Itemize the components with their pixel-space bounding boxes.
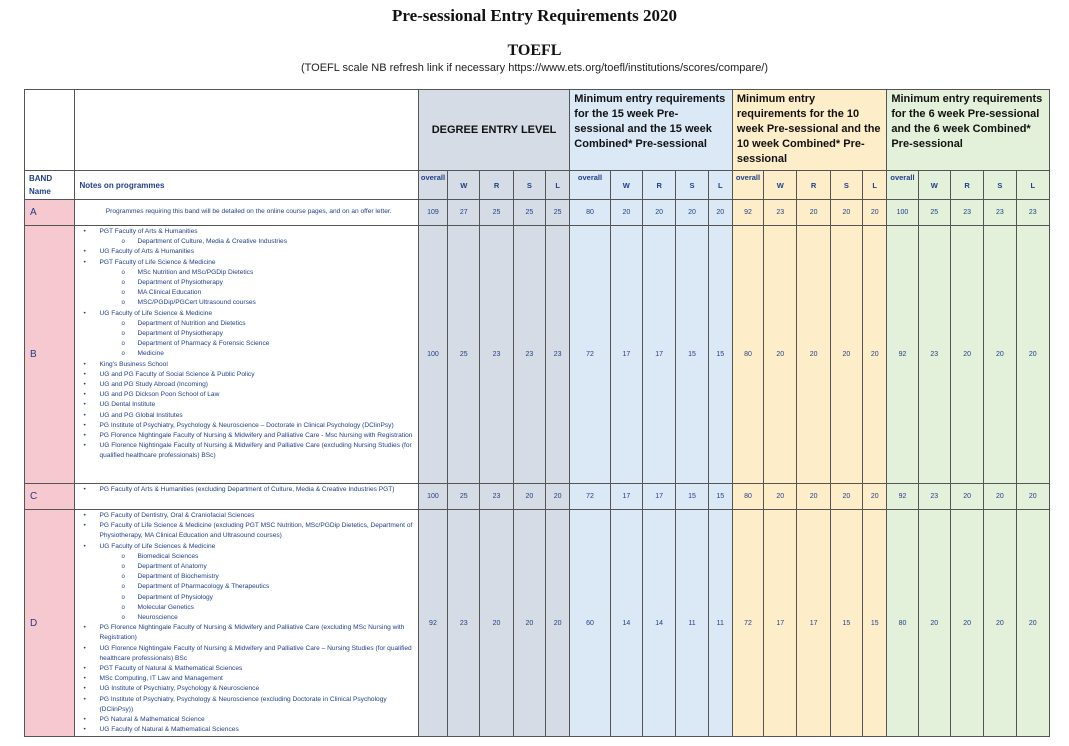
score-s: 20	[830, 226, 862, 484]
score-w: 25	[918, 200, 950, 226]
score-overall: 100	[887, 200, 918, 226]
requirements-table	[24, 89, 1050, 737]
score-s: 20	[984, 226, 1016, 484]
score-overall: 80	[887, 510, 918, 737]
score-w: 23	[764, 200, 797, 226]
programme-item: • PG Natural & Mathematical Science	[81, 715, 415, 725]
score-s: 20	[830, 200, 862, 226]
column-header-l: L	[546, 171, 570, 200]
band-row-c	[25, 484, 1050, 510]
programme-item: o Department of Pharmacy & Forensic Science	[81, 339, 415, 349]
score-overall: 92	[887, 226, 918, 484]
score-l: 20	[1016, 510, 1049, 737]
column-header-r: R	[480, 171, 513, 200]
column-header-r: R	[643, 171, 676, 200]
score-s: 23	[513, 226, 545, 484]
programme-item: • UG Florence Nightingale Faculty of Nursing & Midwifery and Palliative Care (excluding Nursing Studies (for qualified healthcare professionals) BSc)	[81, 441, 415, 461]
score-r: 25	[480, 200, 513, 226]
score-overall: 80	[570, 200, 610, 226]
score-r: 14	[643, 510, 676, 737]
programme-item: • PGT Faculty of Life Science & Medicine	[81, 258, 415, 268]
score-w: 23	[918, 484, 950, 510]
score-s: 20	[676, 200, 708, 226]
scale-note: (TOEFL scale NB refresh link if necessary https://www.ets.org/toefl/institutions/scores/compare/)	[300, 62, 769, 74]
programme-item: • PG Institute of Psychiatry, Psychology & Neuroscience (excluding Doctorate in Clinical Psychology (DClinPsy))	[81, 695, 415, 715]
column-header-row	[25, 171, 1050, 200]
programme-item: o Molecular Genetics	[81, 603, 415, 613]
score-w: 20	[610, 200, 642, 226]
column-header-l: L	[863, 171, 887, 200]
score-r: 20	[480, 510, 513, 737]
programme-item: o MSC/PGDip/PGCert Ultrasound courses	[81, 298, 415, 308]
score-l: 20	[863, 226, 887, 484]
score-r: 20	[950, 510, 983, 737]
score-overall: 109	[418, 200, 447, 226]
score-r: 20	[950, 484, 983, 510]
score-overall: 72	[732, 510, 763, 737]
programme-item: o MSc Nutrition and MSc/PGDip Dietetics	[81, 268, 415, 278]
score-r: 23	[480, 484, 513, 510]
column-header-overall: overall	[570, 171, 610, 200]
score-l: 20	[1016, 226, 1049, 484]
group-10-week: Minimum entry requirements for the 10 week Pre-sessional and the 10 week Combined* Pre-sessional	[732, 90, 886, 171]
score-w: 20	[764, 226, 797, 484]
programme-item: o Medicine	[81, 349, 415, 359]
programme-notes: Programmes requiring this band will be detailed on the online course pages, and on an offer letter.	[75, 200, 418, 226]
score-r: 17	[643, 484, 676, 510]
score-overall: 92	[732, 200, 763, 226]
score-overall: 100	[418, 226, 447, 484]
column-header-l: L	[1016, 171, 1049, 200]
programme-item: • PG Faculty of Dentistry, Oral & Craniofacial Sciences	[81, 511, 415, 521]
score-s: 20	[984, 484, 1016, 510]
notes-header: Notes on programmes	[75, 171, 418, 200]
group-header-row	[25, 90, 1050, 171]
programme-item: o MA Clinical Education	[81, 288, 415, 298]
programme-item: • PG Institute of Psychiatry, Psychology & Neuroscience – Doctorate in Clinical Psychology (DClinPsy)	[81, 421, 415, 431]
score-s: 20	[513, 484, 545, 510]
score-r: 23	[480, 226, 513, 484]
score-overall: 72	[570, 226, 610, 484]
score-s: 20	[984, 510, 1016, 737]
column-header-w: W	[918, 171, 950, 200]
column-header-r: R	[797, 171, 830, 200]
score-w: 27	[448, 200, 480, 226]
column-header-w: W	[448, 171, 480, 200]
score-s: 11	[676, 510, 708, 737]
band-label: D	[25, 510, 75, 737]
group-15-week: Minimum entry requirements for the 15 week Pre-sessional and the 15 week Combined* Pre-sessional	[570, 90, 733, 171]
score-s: 20	[513, 510, 545, 737]
score-w: 17	[764, 510, 797, 737]
score-overall: 72	[570, 484, 610, 510]
score-l: 25	[546, 200, 570, 226]
programme-item: o Department of Anatomy	[81, 562, 415, 572]
score-r: 20	[797, 226, 830, 484]
column-header-s: S	[676, 171, 708, 200]
programme-item: o Neuroscience	[81, 613, 415, 623]
programme-item: o Biomedical Sciences	[81, 552, 415, 562]
programme-item: • PGT Faculty of Arts & Humanities	[81, 227, 415, 237]
score-l: 15	[708, 226, 732, 484]
score-w: 14	[610, 510, 642, 737]
programme-notes	[75, 226, 418, 484]
programme-item: • UG and PG Global Institutes	[81, 411, 415, 421]
header-blank-notes	[75, 90, 418, 171]
score-r: 20	[797, 484, 830, 510]
test-subtitle: TOEFL	[507, 42, 562, 59]
band-label: C	[25, 484, 75, 510]
score-l: 20	[863, 484, 887, 510]
programme-item: • PG Faculty of Life Science & Medicine (excluding PGT MSC Nutrition, MSc/PGDip Dietetics, Department of Physiotherapy, MA Clinical Education and Ultrasound courses)	[81, 521, 415, 541]
band-row-b	[25, 226, 1050, 484]
programme-item: o Department of Pharmacology & Therapeutics	[81, 582, 415, 592]
score-r: 23	[950, 200, 983, 226]
programme-item: o Department of Physiology	[81, 593, 415, 603]
score-r: 17	[797, 510, 830, 737]
column-header-w: W	[764, 171, 797, 200]
score-l: 20	[546, 510, 570, 737]
programme-item: • King's Business School	[81, 360, 415, 370]
score-l: 20	[863, 200, 887, 226]
score-l: 23	[546, 226, 570, 484]
score-overall: 60	[570, 510, 610, 737]
score-overall: 100	[418, 484, 447, 510]
score-l: 23	[1016, 200, 1049, 226]
programme-item: • PG Florence Nightingale Faculty of Nursing & Midwifery and Palliative Care (excluding MSc Nursing with Registration)	[81, 623, 415, 643]
score-overall: 80	[732, 484, 763, 510]
score-w: 17	[610, 484, 642, 510]
column-header-l: L	[708, 171, 732, 200]
programme-item: • MSc Computing, IT Law and Management	[81, 674, 415, 684]
programme-item: • UG and PG Study Abroad (Incoming)	[81, 380, 415, 390]
programme-item: o Department of Physiotherapy	[81, 329, 415, 339]
score-w: 25	[448, 484, 480, 510]
page-title: Pre-sessional Entry Requirements 2020	[391, 6, 678, 25]
programme-item: • UG Faculty of Life Sciences & Medicine	[81, 542, 415, 552]
programme-item: o Department of Culture, Media & Creative Industries	[81, 237, 415, 247]
programme-item: • UG Faculty of Arts & Humanities	[81, 247, 415, 257]
score-w: 23	[448, 510, 480, 737]
score-w: 25	[448, 226, 480, 484]
score-overall: 92	[887, 484, 918, 510]
programme-item: • UG Faculty of Life Science & Medicine	[81, 309, 415, 319]
score-s: 20	[830, 484, 862, 510]
score-s: 15	[676, 484, 708, 510]
score-s: 15	[830, 510, 862, 737]
programme-notes	[75, 510, 418, 737]
score-l: 11	[708, 510, 732, 737]
score-w: 20	[764, 484, 797, 510]
group-6-week: Minimum entry requirements for the 6 week Pre-sessional and the 6 week Combined* Pre-sessional	[887, 90, 1050, 171]
programme-item: • PG Florence Nightingale Faculty of Nursing & Midwifery and Palliative Care - Msc Nursing with Registration	[81, 431, 415, 441]
score-r: 17	[643, 226, 676, 484]
score-w: 23	[918, 226, 950, 484]
score-overall: 80	[732, 226, 763, 484]
score-r: 20	[950, 226, 983, 484]
column-header-r: R	[950, 171, 983, 200]
score-l: 20	[708, 200, 732, 226]
column-header-overall: overall	[418, 171, 447, 200]
band-name-header: BAND Name	[25, 171, 75, 200]
score-w: 20	[918, 510, 950, 737]
band-row-a	[25, 200, 1050, 226]
score-s: 23	[984, 200, 1016, 226]
programme-item: • UG Florence Nightingale Faculty of Nursing & Midwifery and Palliative Care – Nursing Studies (for qualified healthcare professionals) BSc	[81, 644, 415, 664]
score-w: 17	[610, 226, 642, 484]
programme-item: • UG and PG Faculty of Social Science & Public Policy	[81, 370, 415, 380]
score-r: 20	[643, 200, 676, 226]
programme-item: • PGT Faculty of Natural & Mathematical Sciences	[81, 664, 415, 674]
score-l: 20	[546, 484, 570, 510]
programme-item: • PG Faculty of Arts & Humanities (excluding Department of Culture, Media & Creative Industries PGT)	[81, 485, 415, 495]
band-row-d	[25, 510, 1050, 737]
score-overall: 92	[418, 510, 447, 737]
header-blank-band	[25, 90, 75, 171]
column-header-s: S	[513, 171, 545, 200]
score-l: 20	[1016, 484, 1049, 510]
score-l: 15	[863, 510, 887, 737]
column-header-s: S	[830, 171, 862, 200]
programme-item: • UG Dental Institute	[81, 400, 415, 410]
column-header-overall: overall	[732, 171, 763, 200]
band-label: A	[25, 200, 75, 226]
score-l: 15	[708, 484, 732, 510]
score-r: 20	[797, 200, 830, 226]
group-degree-entry: DEGREE ENTRY LEVEL	[418, 90, 569, 171]
programme-item: o Department of Physiotherapy	[81, 278, 415, 288]
programme-item: • UG and PG Dickson Poon School of Law	[81, 390, 415, 400]
band-label: B	[25, 226, 75, 484]
programme-notes	[75, 484, 418, 510]
score-s: 15	[676, 226, 708, 484]
programme-item: o Department of Nutrition and Dietetics	[81, 319, 415, 329]
column-header-s: S	[984, 171, 1016, 200]
column-header-w: W	[610, 171, 642, 200]
column-header-overall: overall	[887, 171, 918, 200]
programme-item: • UG Faculty of Natural & Mathematical Sciences	[81, 725, 415, 735]
programme-item: • UG Institute of Psychiatry, Psychology & Neuroscience	[81, 684, 415, 694]
score-s: 25	[513, 200, 545, 226]
programme-item: o Department of Biochemistry	[81, 572, 415, 582]
